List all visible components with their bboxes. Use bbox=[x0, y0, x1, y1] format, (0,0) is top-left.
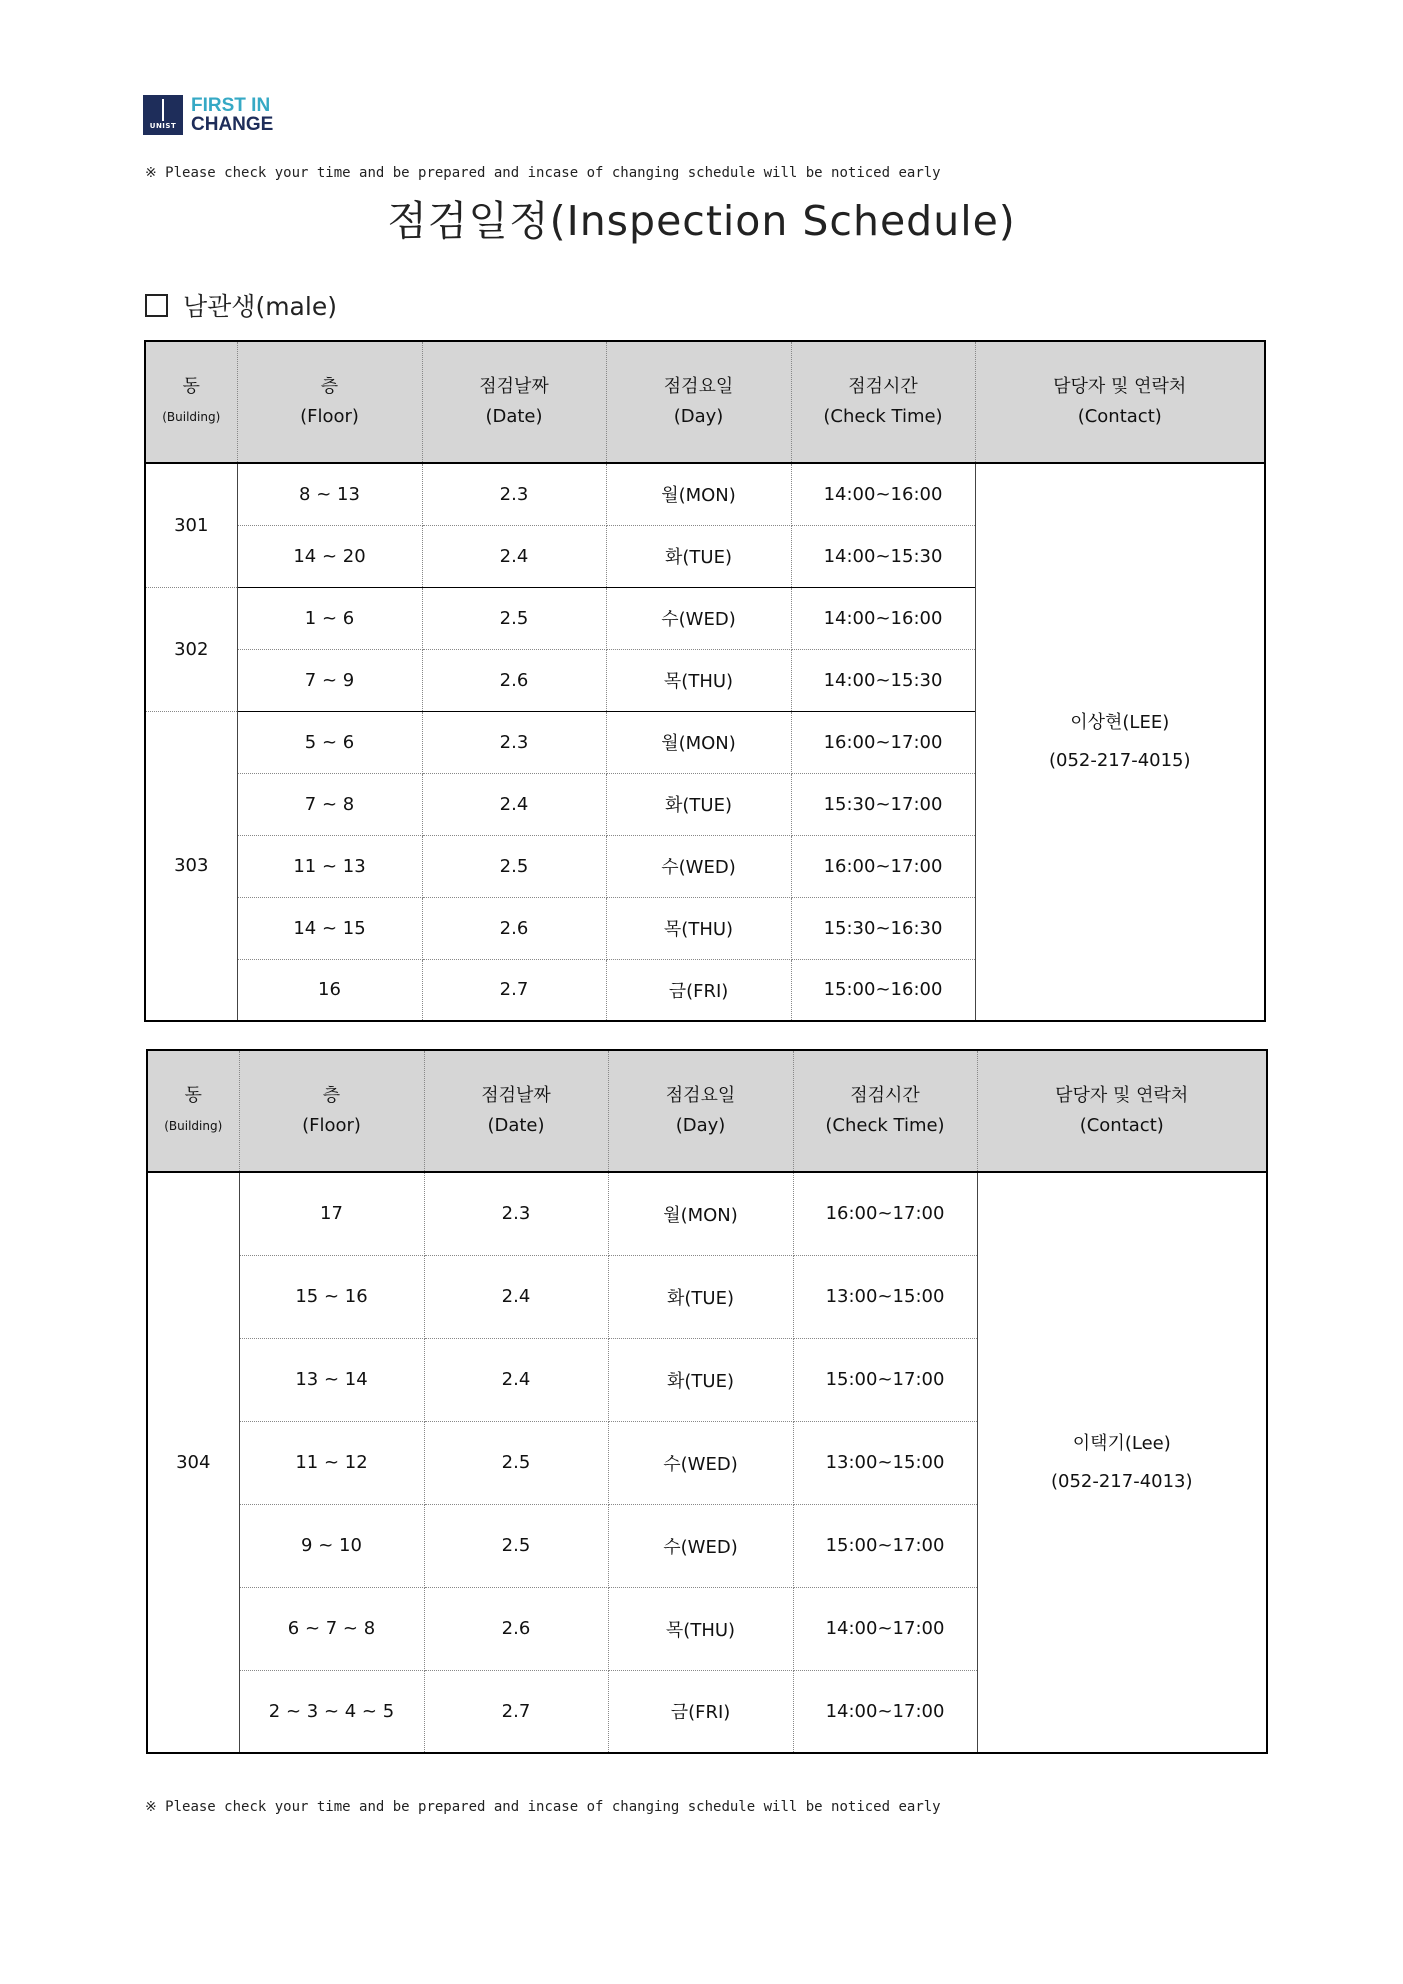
column-header-ko: 동 bbox=[184, 1085, 202, 1106]
unist-logo bbox=[143, 95, 273, 135]
schedule-table-1 bbox=[144, 340, 1266, 1022]
day-cell: 목(THU) bbox=[606, 649, 791, 711]
column-header-en: (Date) bbox=[487, 1115, 545, 1136]
time-cell: 14:00~16:00 bbox=[791, 463, 975, 525]
column-header-en: (Building) bbox=[164, 1119, 223, 1133]
day-cell: 화(TUE) bbox=[608, 1255, 793, 1338]
column-header-ko: 담당자 및 연락처 bbox=[1053, 376, 1187, 397]
column-header-ko: 점검날짜 bbox=[481, 1085, 551, 1106]
floor-cell: 9 ~ 10 bbox=[239, 1504, 424, 1587]
time-cell: 14:00~15:30 bbox=[791, 525, 975, 587]
day-cell: 월(MON) bbox=[608, 1172, 793, 1255]
floor-cell: 11 ~ 13 bbox=[237, 835, 422, 897]
contact-phone: (052-217-4013) bbox=[1050, 1470, 1193, 1492]
column-header-ko: 점검요일 bbox=[663, 376, 734, 397]
time-cell: 14:00~17:00 bbox=[793, 1670, 977, 1753]
column-header bbox=[977, 1050, 1267, 1172]
top-note: ※ Please check your time and be prepared and incase of changing schedule will be noticed early bbox=[145, 165, 941, 181]
logo-line-2: CHANGE bbox=[191, 114, 274, 135]
date-cell: 2.5 bbox=[422, 835, 606, 897]
date-cell: 2.4 bbox=[422, 773, 606, 835]
time-cell: 15:30~17:00 bbox=[791, 773, 975, 835]
building-cell: 304 bbox=[147, 1172, 239, 1753]
time-cell: 14:00~15:30 bbox=[791, 649, 975, 711]
column-header bbox=[422, 341, 606, 463]
day-cell: 목(THU) bbox=[608, 1587, 793, 1670]
time-cell: 15:00~17:00 bbox=[793, 1338, 977, 1421]
time-cell: 16:00~17:00 bbox=[791, 835, 975, 897]
column-header-en: (Day) bbox=[673, 406, 724, 427]
column-header bbox=[975, 341, 1265, 463]
column-header-ko: 층 bbox=[320, 376, 339, 397]
date-cell: 2.4 bbox=[422, 525, 606, 587]
column-header bbox=[791, 341, 975, 463]
column-header-ko: 점검시간 bbox=[850, 1085, 920, 1106]
section-label: 남관생(male) bbox=[183, 292, 337, 321]
day-cell: 화(TUE) bbox=[606, 773, 791, 835]
column-header-ko: 점검날짜 bbox=[479, 376, 549, 397]
column-header bbox=[145, 341, 237, 463]
section-heading bbox=[145, 287, 337, 323]
day-cell: 월(MON) bbox=[606, 711, 791, 773]
column-header bbox=[147, 1050, 239, 1172]
logo-mark-text: UNIST bbox=[149, 122, 177, 130]
time-cell: 13:00~15:00 bbox=[793, 1255, 977, 1338]
date-cell: 2.6 bbox=[424, 1587, 608, 1670]
day-cell: 금(FRI) bbox=[608, 1670, 793, 1753]
column-header-en: (Day) bbox=[675, 1115, 726, 1136]
day-cell: 월(MON) bbox=[606, 463, 791, 525]
floor-cell: 7 ~ 8 bbox=[237, 773, 422, 835]
contact-name: 이택기(Lee) bbox=[1072, 1432, 1171, 1454]
column-header-en: (Contact) bbox=[1077, 406, 1162, 427]
table-row bbox=[147, 1172, 1267, 1255]
table-header-row bbox=[147, 1050, 1267, 1172]
column-header-en: (Check Time) bbox=[823, 406, 943, 427]
building-cell: 302 bbox=[145, 587, 237, 711]
day-cell: 목(THU) bbox=[606, 897, 791, 959]
page-title: 점검일정(Inspection Schedule) bbox=[387, 197, 1016, 245]
date-cell: 2.5 bbox=[424, 1421, 608, 1504]
floor-cell: 17 bbox=[239, 1172, 424, 1255]
date-cell: 2.3 bbox=[422, 711, 606, 773]
date-cell: 2.7 bbox=[424, 1670, 608, 1753]
column-header-ko: 점검시간 bbox=[848, 376, 918, 397]
floor-cell: 14 ~ 20 bbox=[237, 525, 422, 587]
column-header bbox=[239, 1050, 424, 1172]
column-header-en: (Date) bbox=[485, 406, 543, 427]
time-cell: 13:00~15:00 bbox=[793, 1421, 977, 1504]
floor-cell: 8 ~ 13 bbox=[237, 463, 422, 525]
column-header-en: (Floor) bbox=[300, 406, 359, 427]
unist-logo-mark bbox=[143, 95, 183, 135]
table-row bbox=[145, 463, 1265, 525]
bottom-note: ※ Please check your time and be prepared and incase of changing schedule will be noticed early bbox=[145, 1799, 941, 1815]
floor-cell: 6 ~ 7 ~ 8 bbox=[239, 1587, 424, 1670]
checkbox-icon bbox=[145, 294, 168, 317]
time-cell: 16:00~17:00 bbox=[791, 711, 975, 773]
column-header-ko: 담당자 및 연락처 bbox=[1055, 1085, 1189, 1106]
floor-cell: 7 ~ 9 bbox=[237, 649, 422, 711]
time-cell: 14:00~16:00 bbox=[791, 587, 975, 649]
day-cell: 화(TUE) bbox=[606, 525, 791, 587]
column-header bbox=[793, 1050, 977, 1172]
logo-wordmark bbox=[191, 96, 273, 134]
logo-line-1: FIRST IN bbox=[191, 95, 271, 116]
column-header-ko: 점검요일 bbox=[665, 1085, 736, 1106]
day-cell: 수(WED) bbox=[608, 1421, 793, 1504]
date-cell: 2.4 bbox=[424, 1338, 608, 1421]
contact-name: 이상현(LEE) bbox=[1070, 712, 1170, 733]
date-cell: 2.5 bbox=[424, 1504, 608, 1587]
column-header bbox=[424, 1050, 608, 1172]
date-cell: 2.3 bbox=[424, 1172, 608, 1255]
floor-cell: 2 ~ 3 ~ 4 ~ 5 bbox=[239, 1670, 424, 1753]
date-cell: 2.3 bbox=[422, 463, 606, 525]
schedule-table-2 bbox=[146, 1049, 1268, 1754]
date-cell: 2.6 bbox=[422, 897, 606, 959]
day-cell: 수(WED) bbox=[608, 1504, 793, 1587]
date-cell: 2.4 bbox=[424, 1255, 608, 1338]
floor-cell: 15 ~ 16 bbox=[239, 1255, 424, 1338]
floor-cell: 11 ~ 12 bbox=[239, 1421, 424, 1504]
contact-cell bbox=[975, 463, 1265, 1021]
date-cell: 2.7 bbox=[422, 959, 606, 1021]
building-cell: 303 bbox=[145, 711, 237, 1021]
contact-cell bbox=[977, 1172, 1267, 1753]
floor-cell: 14 ~ 15 bbox=[237, 897, 422, 959]
column-header-en: (Building) bbox=[162, 410, 221, 424]
column-header bbox=[606, 341, 791, 463]
day-cell: 화(TUE) bbox=[608, 1338, 793, 1421]
building-cell: 301 bbox=[145, 463, 237, 587]
floor-cell: 1 ~ 6 bbox=[237, 587, 422, 649]
time-cell: 15:00~17:00 bbox=[793, 1504, 977, 1587]
column-header-en: (Contact) bbox=[1079, 1115, 1164, 1136]
day-cell: 수(WED) bbox=[606, 835, 791, 897]
column-header-ko: 동 bbox=[182, 376, 200, 397]
column-header-ko: 층 bbox=[322, 1085, 341, 1106]
day-cell: 수(WED) bbox=[606, 587, 791, 649]
time-cell: 14:00~17:00 bbox=[793, 1587, 977, 1670]
column-header-en: (Floor) bbox=[302, 1115, 361, 1136]
floor-cell: 5 ~ 6 bbox=[237, 711, 422, 773]
time-cell: 15:30~16:30 bbox=[791, 897, 975, 959]
floor-cell: 16 bbox=[237, 959, 422, 1021]
table-header-row bbox=[145, 341, 1265, 463]
date-cell: 2.5 bbox=[422, 587, 606, 649]
column-header-en: (Check Time) bbox=[825, 1115, 945, 1136]
date-cell: 2.6 bbox=[422, 649, 606, 711]
time-cell: 16:00~17:00 bbox=[793, 1172, 977, 1255]
time-cell: 15:00~16:00 bbox=[791, 959, 975, 1021]
column-header bbox=[237, 341, 422, 463]
floor-cell: 13 ~ 14 bbox=[239, 1338, 424, 1421]
column-header bbox=[608, 1050, 793, 1172]
day-cell: 금(FRI) bbox=[606, 959, 791, 1021]
contact-phone: (052-217-4015) bbox=[1048, 750, 1191, 771]
